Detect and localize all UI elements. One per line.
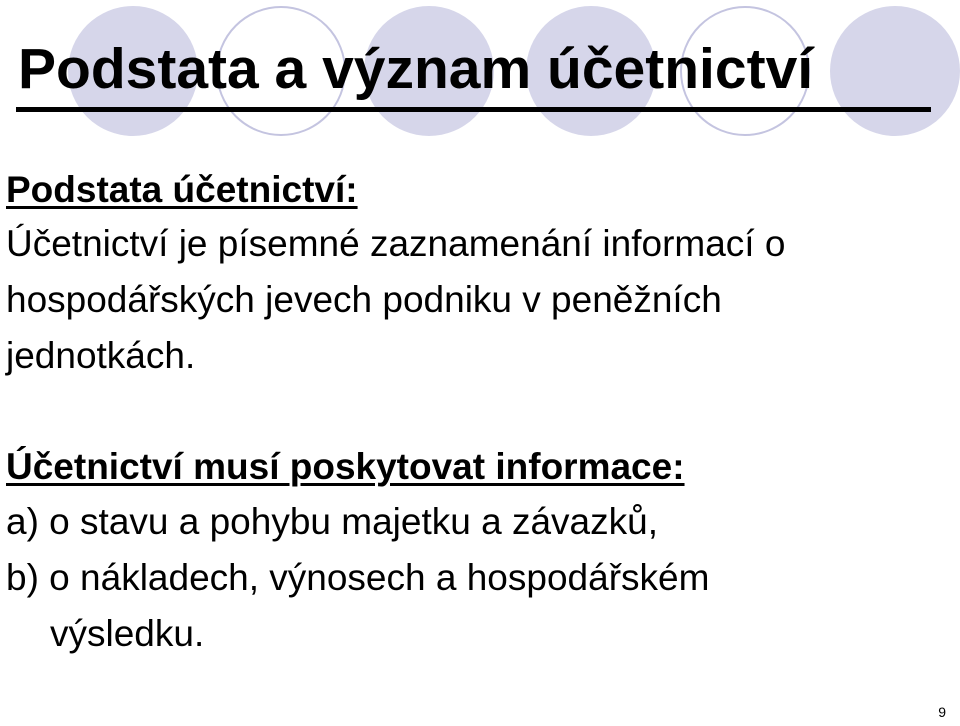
section-heading-podstata: Podstata účetnictví: [6,169,358,210]
body-text-line: jednotkách. [6,335,196,376]
decorative-circle-filled [830,6,960,136]
slide-title: Podstata a význam účetnictví [18,37,814,101]
list-item: b) o nákladech, výnosech a hospodářském [6,557,710,598]
title-underline-rule [16,107,931,112]
list-item-continuation: výsledku. [50,613,205,654]
section-heading-informace: Účetnictví musí poskytovat informace: [6,446,685,487]
page-number: 9 [938,704,946,720]
list-item: a) o stavu a pohybu majetku a závazků, [6,501,658,542]
body-text-line: hospodářských jevech podniku v peněžních [6,279,722,320]
body-text-line: Účetnictví je písemné zaznamenání informací o [6,223,786,264]
